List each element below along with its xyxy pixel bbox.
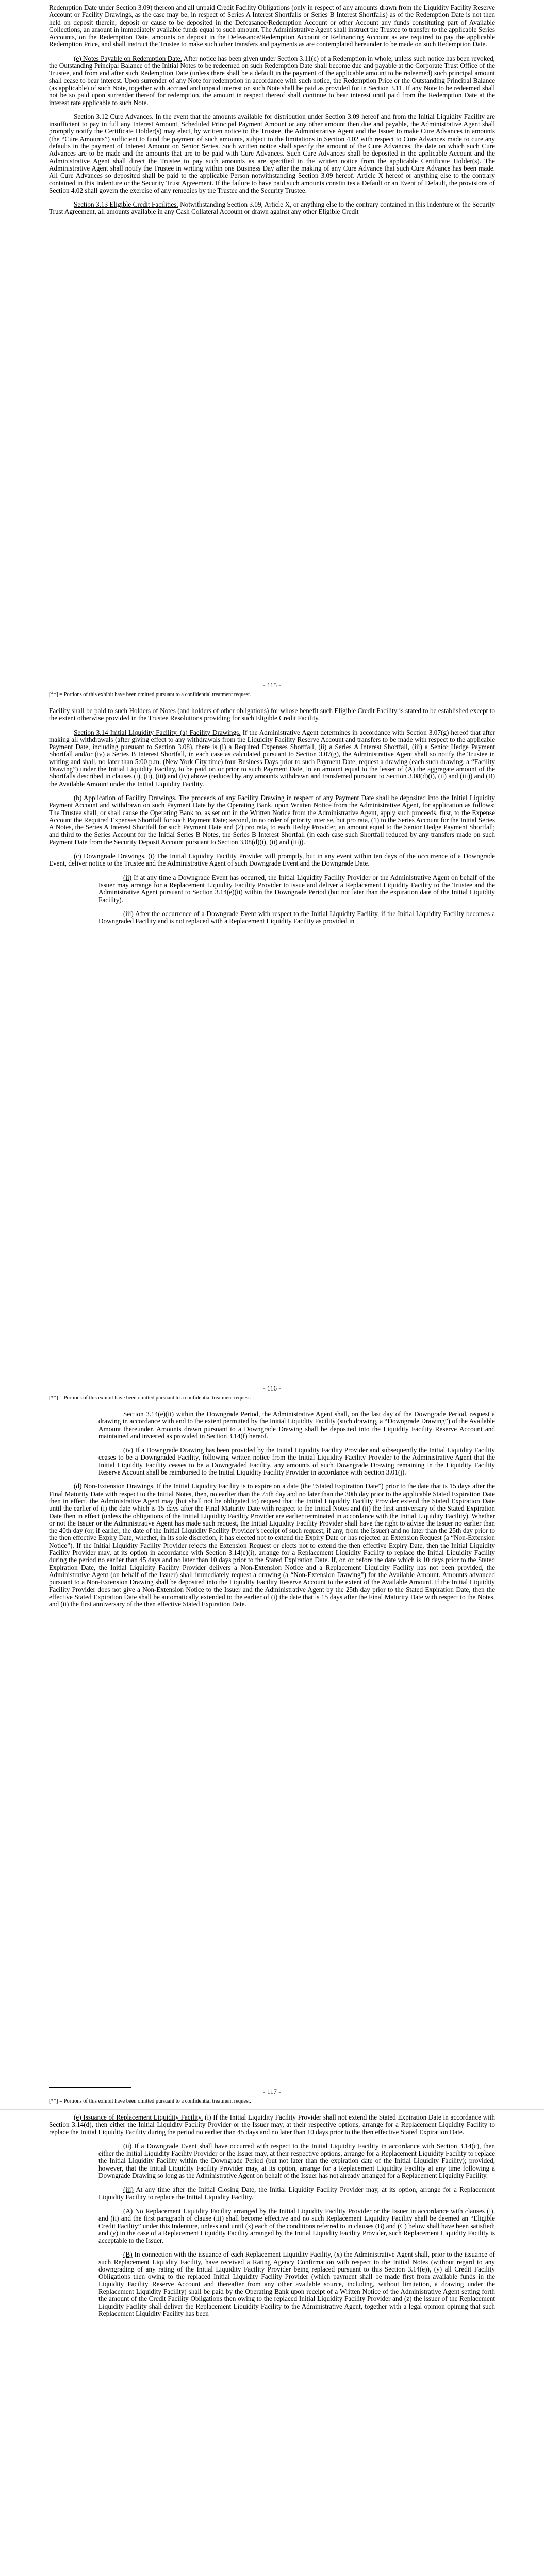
paragraph: [49, 707, 495, 722]
confidential-footnote: [**] = Portions of this exhibit have been omitted pursuant to a confidential treatment request.: [49, 692, 251, 698]
page: [0, 0, 544, 703]
paragraph-heading: (iii): [123, 909, 134, 918]
paragraph-text: In connection with the issuance of each Replacement Liquidity Facility, (x) the Administrative Agent shall, prior to the issuance of such Replacement Liquidity Facility, have received a Rating Agency Confirmation with respect to the Initial Notes (without regard to any downgrading of any rating of the Initial Liquidity Facility Provider being replaced pursuant to this Section 3.14(e)), (y) all Credit Facility Obligations then owing to the replaced Initial Liquidity Facility Provider (which payment shall be made first from available funds in the Liquidity Facility Reserve Account and thereafter from any other available source, including, without limitation, a drawing under the Replacement Liquidity Facility) shall be paid by the Operating Bank upon receipt of a Written Notice of the Administrative Agent setting forth the amount of the Credit Facility Obligations then owing to the replaced Initial Liquidity Facility Provider and (z) the issuer of the Replacement Liquidity Facility shall deliver the Replacement Liquidity Facility to the Administrative Agent, together with a legal opinion opining that such Replacement Liquidity Facility has been: [98, 2250, 496, 2317]
paragraph-heading: Section 3.12 Cure Advances.: [74, 112, 154, 121]
paragraph-text: After the occurrence of a Downgrade Event with respect to the Initial Liquidity Facility, if the Initial Liquidity Facility becomes a Downgraded Facility and is not replaced with a Replacement Liquidity Facility as provided in: [98, 909, 495, 925]
paragraph-heading: (ii): [123, 2142, 132, 2150]
paragraph-heading: (iii): [123, 2185, 134, 2194]
paragraph-heading: (ii): [123, 873, 132, 882]
paragraph-text: The proceeds of any Facility Drawing in respect of any Payment Date shall be deposited into the Initial Liquidity Payment Account and withdrawn on such Payment Date by the Operating Bank, upon Written Notice from the Administrative Agent, for application as follows: The Trustee shall, or shall cause the Operating Bank to, as set out in the Written Notice from the Administrative Agent, apply such proceeds, first, to the Expense Account the Required Expenses Shortfall for such Payment Date; second, in no order of priority inter se, but pro rata, (1) to the Series Account for the Initial Series A Notes, the Series A Interest Shortfall for such Payment Date and (2) pro rata, to each Hedge Provider, an amount equal to the Senior Hedge Payment Shortfall; and third to the Series Account for the Initial Series B Notes, the Series B Interest Shortfall (in each case such Shortfall reduced by any transfers made on such Payment Date from the Security Deposit Account pursuant to Section 3.08(d)(i), (ii) and (iii)).: [49, 793, 495, 846]
paragraph-text: If the Initial Liquidity Facility is to expire on a date (the “Stated Expiration Date”) prior to the date that is 15 days after the Final Maturity Date with respect to the Initial Notes, then, no earlier than the 75th day and no later than the 30th day prior to the applicable Stated Expiration Date then in effect, the Administrative Agent may (but shall not be obligated to) request that the Initial Liquidity Facility Provider extend the Stated Expiration Date until the earlier of (i) the date which is 15 days after the Final Maturity Date with respect to the Initial Notes and (ii) the first anniversary of the Stated Expiration Date then in effect (unless the obligations of the Initial Liquidity Facility Provider are earlier terminated in accordance with the Initial Liquidity Facility). Whether or not the Issuer or the Administrative Agent has made such request, the Initial Liquidity Facility Provider shall have the right to advise the Issuer no earlier than the 40th day (or, if earlier, the date of the Initial Liquidity Facility Provider’s receipt of such request, if any, from the Issuer) and no later than the 25th day prior to the then effective Expiry Date, whether, in its sole discretion, it has elected not to extend the Expiry Date or has rejected an Extension Request (a “Non-Extension Notice”). If the Initial Liquidity Facility Provider rejects the Extension Request or elects not to extend the then effective Expiry Date, then the Initial Liquidity Facility Provider may, at its option in accordance with Section 3.14(e)(i), arrange for a Replacement Liquidity Facility to replace the Initial Liquidity Facility during the period no earlier than 45 days and no later than 10 days prior to the Stated Expiration Date. If, on or before the date which is 10 days prior to the Stated Expiration Date, the Initial Liquidity Facility Provider delivers a Non-Extension Notice and a Replacement Liquidity Facility has not been provided, the Administrative Agent (on behalf of the Issuer) shall immediately request a drawing (a “Non-Extension Drawing”) for the Available Amount. Amounts advanced pursuant to a Non-Extension Drawing shall be deposited into the Liquidity Facility Reserve Account to the extent of the Available Amount. If the Initial Liquidity Facility Provider does not give a Non-Extension Notice to the Issuer and the Administrative Agent by the 25th day prior to the Stated Expiration Date, then the effective Stated Expiration Date shall be automatically extended to the earlier of (i) the date that is 15 days after the Final Maturity Date with respect to the Notes, and (ii) the first anniversary of the then effective Stated Expiration Date.: [49, 1482, 496, 1608]
paragraph: [98, 910, 495, 925]
paragraph-text: After notice has been given under Section 3.11(c) of a Redemption in whole, unless such notice has been revoked, the Outstanding Principal Balance of the Initial Notes to be redeemed on such Redemption Date shall become due and payable at the Corporate Trust Office of the Trustee, and from and after such Redemption Date (unless there shall be a default in the payment of the applicable amount to be redeemed) such principal amount shall cease to bear interest. Upon surrender of any Note for redemption in accordance with such notice, the Redemption Price or the Outstanding Principal Balance (as applicable) of such Note, together with accrued and unpaid interest on such Note shall be paid as provided for in Section 3.11. If any Note to be redeemed shall not be so paid upon surrender thereof for redemption, the amount in respect thereof shall continue to bear interest until paid from the Redemption Date at the interest rate applicable to such Note.: [49, 54, 495, 107]
paragraph: [98, 2208, 495, 2244]
paragraph-text: Facility shall be paid to such Holders of Notes (and holders of other obligations) for whose benefit such Eligible Credit Facility is stated to be established except to the extent otherwise provided in the Trustee Resolutions providing for such Eligible Credit Facility.: [49, 707, 495, 722]
paragraph-text: If the Administrative Agent determines in accordance with Section 3.07(g) hereof that after making all withdrawals (after giving effect to any withdrawals from the Liquidity Facility Reserve Account and transfers to be made with respect to the applicable Payment Date, including pursuant to Section 3.08), there is (i) a Required Expenses Shortfall, (ii) a Series A Interest Shortfall, (iii) a Senior Hedge Payment Shortfall and/or (iv) a Series B Interest Shortfall, in each case as calculated pursuant to Section 3.07(g), the Administrative Agent shall so notify the Trustee in writing and shall, no later than 5:00 p.m. (New York City time) four Business Days prior to such Payment Date, request a drawing (each such drawing, a “Facility Drawing”) under the Initial Liquidity Facility, to be paid on or prior to such Payment Date, in an amount equal to the lesser of (A) the aggregate amount of the Shortfalls described in clauses (i), (ii), (iii) and (iv) above (reduced by any amounts withdrawn and transferred pursuant to Section 3.08(d)(i), (ii) and (iii)) and (B) the Available Amount under the Initial Liquidity Facility.: [49, 728, 495, 788]
confidential-footnote: [**] = Portions of this exhibit have been omitted pursuant to a confidential treatment request.: [49, 1395, 251, 1401]
confidential-footnote: [**] = Portions of this exhibit have been omitted pursuant to a confidential treatment request.: [49, 2098, 251, 2104]
paragraph-text: In the event that the amounts available for distribution under Section 3.09 hereof and from the Initial Liquidity Facility are insufficient to pay in full any Interest Amount, Scheduled Principal Payment Amount or any other amount then due and payable, the Administrative Agent shall promptly notify the Certificate Holder(s) may elect, by written notice to the Trustee, the Administrative Agent and the Issuer to make Cure Advances in amounts (the “Cure Amounts”) sufficient to fund the payment of such amounts, subject to the limitations in Section 4.02 with respect to Cure Advances made to cure any defaults in the payment of Interest Amount on Senior Series. Such written notice shall specify the amount of the Cure Advances, the date on which such Cure Advances are to be made and the amounts that are to be paid with Cure Advances. Such Cure Advances shall be deposited in the applicable Account and the Administrative Agent shall direct the Trustee to pay such amounts as are specified in the written notice from the applicable Certificate Holder(s). The Administrative Agent shall notify the Trustee in writing within one Business Day after the making of any Cure Advance that such Cure Advance has been made. All Cure Advances so deposited shall be paid to the applicable Person notwithstanding Section 3.09 hereof. Article X hereof or anything else to the contrary contained in this Indenture or the Security Trust Agreement. If the failure to have paid such amounts constitutes a Default or an Event of Default, the provisions of Section 4.02 shall govern the exercise of any remedies by the Trustee and the Security Trustee.: [49, 112, 496, 194]
page-number: - 115 -: [263, 681, 281, 689]
paragraph-heading: Section 3.14 Initial Liquidity Facility. (a) Facility Drawings.: [74, 728, 241, 736]
paragraph-heading: (b) Application of Facility Drawings.: [74, 793, 177, 802]
paragraph: [98, 2186, 495, 2201]
paragraph: [49, 55, 495, 107]
paragraph-text: If a Downgrade Event shall have occurred with respect to the Initial Liquidity Facility in accordance with Section 3.14(c), then either the Initial Liquidity Facility Provider or the Issuer may, at their respective options, arrange for a Replacement Liquidity Facility to replace the Initial Liquidity Facility within the Downgrade Period (but not later than the expiration date of the Initial Liquidity Facility); provided, however, that the Initial Liquidity Facility Provider may, at its option, arrange for a Replacement Liquidity Facility at any time following a Downgrade Drawing so long as the Administrative Agent on behalf of the Issuer has not already arranged for a Replacement Liquidity Facility.: [98, 2142, 495, 2180]
paragraph-text: Redemption Date under Section 3.09) thereon and all unpaid Credit Facility Obligations (only in respect of any amounts drawn from the Liquidity Facility Reserve Account or Facility Drawings, as the case may be, in respect of Series A Interest Shortfalls or Series B Interest Shortfalls) as of the Redemption Date is not then held on deposit therein, deposit or cause to be deposited in the Defeasance/Redemption Account or other Account any funds constituting part of Available Collections, an amount in immediately available funds equal to such amount. The Administrative Agent shall instruct the Trustee to transfer to the applicable Series Accounts, on the Redemption Date, amounts on deposit in the Defeasance/Redemption Account or Refinancing Account as are required to pay the applicable Redemption Price, and shall instruct the Trustee to make such other transfers and payments as are contemplated hereunder to be made on such Redemption Date.: [49, 4, 495, 48]
paragraph-text: If a Downgrade Drawing has been provided by the Initial Liquidity Facility Provider and subsequently the Initial Liquidity Facility ceases to be a Downgraded Facility, following written notice from the Initial Liquidity Facility Provider to the Administrative Agent that the Initial Liquidity Facility ceases to be a Downgraded Facility, any amounts of such Downgrade Drawing remaining in the Liquidity Facility Reserve Account shall be reimbursed to the Initial Liquidity Facility Provider in accordance with Section 3.01(j).: [98, 1446, 496, 1477]
paragraph-text: (i) The Initial Liquidity Facility Provider will promptly, but in any event within ten days of the occurrence of a Downgrade Event, deliver notice to the Trustee and the Administrative Agent of such Downgrade Event and the Downgrade Date.: [49, 852, 496, 868]
paragraph: [49, 4, 495, 48]
page: [0, 2110, 544, 2576]
paragraph-heading: (A): [123, 2207, 133, 2215]
paragraph: [98, 2143, 495, 2179]
paragraph: [98, 2251, 495, 2317]
paragraph: [49, 853, 495, 868]
paragraph: [49, 729, 495, 788]
page: [0, 1406, 544, 2110]
paragraph: [49, 2114, 495, 2136]
paragraph-text: (i) If the Initial Liquidity Facility Provider shall not extend the Stated Expiration Date in accordance with Section 3.14(d), then either the Initial Liquidity Facility Provider or the Issuer may, at their respective options, arrange for a Replacement Liquidity Facility to replace the Initial Liquidity Facility during the period no earlier than 45 days and no later than 10 days prior to the then effective Stated Expiration Date.: [49, 2113, 495, 2136]
page-number: - 116 -: [263, 1384, 281, 1392]
page-number: - 117 -: [263, 2088, 281, 2095]
paragraph-heading: (d) Non-Extension Drawings.: [74, 1482, 155, 1490]
paragraph-heading: (B): [123, 2250, 133, 2259]
paragraph-text: If at any time a Downgrade Event has occurred, the Initial Liquidity Facility Provider or the Administrative Agent on behalf of the Issuer may arrange for a Replacement Liquidity Facility Provider to issue and deliver a Replacement Liquidity Facility to the Trustee and the Administrative Agent pursuant to Section 3.14(e)(ii) within the Downgrade Period (but not later than the expiration date of the Initial Liquidity Facility).: [98, 873, 496, 904]
paragraph-heading: (e) Issuance of Replacement Liquidity Facility.: [74, 2113, 203, 2121]
paragraph: [49, 1483, 495, 1608]
paragraph-text: No Replacement Liquidity Facility arranged by the Initial Liquidity Facility Provider or the Issuer in accordance with clauses (i), and (ii) and the first paragraph of clause (iii) shall become effective and no such Replacement Liquidity Facility shall be deemed an “Eligible Credit Facility” under this Indenture, unless and until (x) each of the conditions referred to in clauses (B) and (C) below shall have been satisfied; and (y) in the case of a Replacement Liquidity Facility arranged by the Initial Liquidity Facility Provider, such Replacement Liquidity Facility is acceptable to the Issuer.: [98, 2207, 496, 2245]
paragraph-text: Section 3.14(e)(ii) within the Downgrade Period, the Administrative Agent shall, on the last day of the Downgrade Period, request a drawing in accordance with and to the extent permitted by the Initial Liquidity Facility (such drawing, a “Downgrade Drawing”) of the Available Amount thereunder. Amounts drawn pursuant to a Downgrade Drawing shall be deposited into the Liquidity Facility Reserve Account and maintained and invested as provided in Section 3.14(f) hereof.: [98, 1410, 495, 1440]
paragraph-heading: (c) Downgrade Drawings.: [74, 852, 146, 860]
paragraph: [49, 113, 495, 194]
page: [0, 703, 544, 1406]
paragraph-text: Notwithstanding Section 3.09, Article X, or anything else to the contrary contained in this Indenture or the Security Trust Agreement, all amounts available in any Cash Collateral Account or drawn against any other Eligible Credit: [49, 200, 496, 216]
paragraph-heading: (iv): [123, 1446, 134, 1454]
paragraph: [98, 1411, 495, 1440]
paragraph: [98, 1447, 495, 1476]
paragraph: [98, 874, 495, 904]
paragraph: [49, 201, 495, 216]
paragraph-heading: (e) Notes Payable on Redemption Date.: [74, 54, 182, 62]
paragraph-heading: Section 3.13 Eligible Credit Facilities.: [74, 200, 178, 209]
paragraph: [49, 794, 495, 846]
paragraph-text: At any time after the Initial Closing Date, the Initial Liquidity Facility Provider may, at its option, arrange for a Replacement Liquidity Facility to replace the Initial Liquidity Facility.: [98, 2185, 495, 2201]
